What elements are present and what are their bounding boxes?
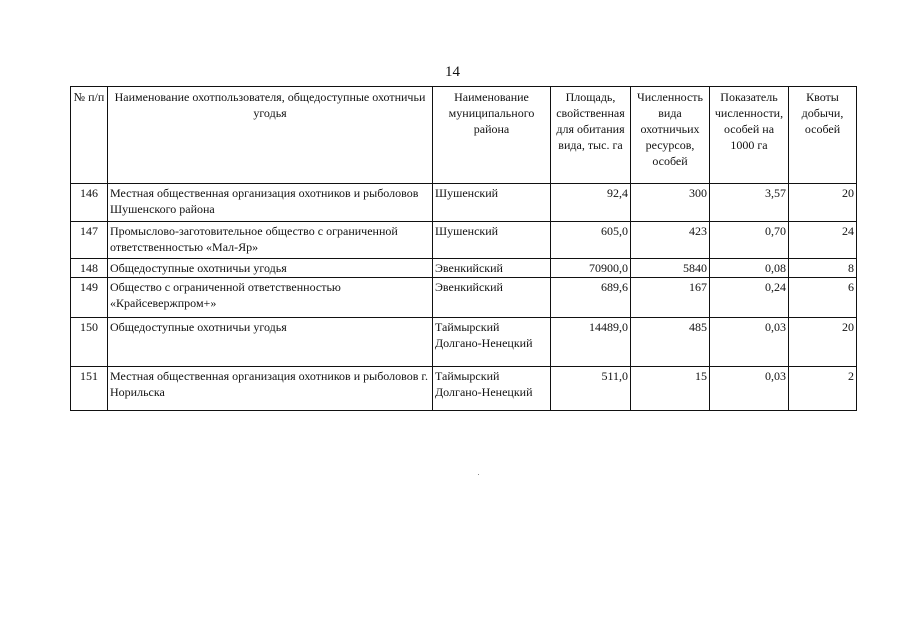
quota-cell: 20 (789, 318, 857, 367)
population-cell: 15 (631, 367, 710, 411)
row-number-cell: 151 (71, 367, 108, 411)
user-name-cell: Местная общественная организация охотников и рыболовов г. Норильска (108, 367, 433, 411)
user-name-cell: Местная общественная организация охотников и рыболовов Шушенского района (108, 184, 433, 222)
user-name-cell: Общество с ограниченной ответственностью «Крайсевержпром+» (108, 278, 433, 318)
area-cell: 511,0 (551, 367, 631, 411)
row-number-cell: 150 (71, 318, 108, 367)
density-cell: 0,08 (710, 259, 789, 278)
page-number: 14 (445, 64, 460, 80)
area-cell: 14489,0 (551, 318, 631, 367)
header-quota: Квоты добычи, особей (789, 87, 857, 184)
quota-cell: 6 (789, 278, 857, 318)
density-cell: 0,24 (710, 278, 789, 318)
header-area: Площадь, свойственная для обитания вида, тыс. га (551, 87, 631, 184)
hunting-quota-table (70, 86, 857, 411)
density-cell: 3,57 (710, 184, 789, 222)
row-number-cell: 146 (71, 184, 108, 222)
table-row (71, 184, 857, 222)
district-cell: Эвенкийский (433, 278, 551, 318)
district-cell: Шушенский (433, 222, 551, 259)
row-number-cell: 149 (71, 278, 108, 318)
table-body (71, 184, 857, 411)
district-cell: Таймырский Долгано-Ненецкий (433, 318, 551, 367)
header-row (71, 87, 857, 184)
header-population: Численность вида охотничьих ресурсов, особей (631, 87, 710, 184)
population-cell: 5840 (631, 259, 710, 278)
row-number-cell: 148 (71, 259, 108, 278)
header-user-name: Наименование охотпользователя, общедоступные охотничьи угодья (108, 87, 433, 184)
population-cell: 167 (631, 278, 710, 318)
density-cell: 0,03 (710, 318, 789, 367)
user-name-cell: Промыслово-заготовительное общество с ограниченной ответственностью «Мал-Яр» (108, 222, 433, 259)
quota-cell: 8 (789, 259, 857, 278)
district-cell: Эвенкийский (433, 259, 551, 278)
district-cell: Таймырский Долгано-Ненецкий (433, 367, 551, 411)
table-row (71, 367, 857, 411)
table-header (71, 87, 857, 184)
area-cell: 92,4 (551, 184, 631, 222)
row-number-cell: 147 (71, 222, 108, 259)
area-cell: 605,0 (551, 222, 631, 259)
population-cell: 300 (631, 184, 710, 222)
table-row (71, 318, 857, 367)
header-density: Показатель численности, особей на 1000 га (710, 87, 789, 184)
density-cell: 0,70 (710, 222, 789, 259)
header-row-number: № п/п (71, 87, 108, 184)
scan-speck (478, 474, 479, 475)
table-row (71, 222, 857, 259)
table-row (71, 259, 857, 278)
quota-cell: 2 (789, 367, 857, 411)
user-name-cell: Общедоступные охотничьи угодья (108, 318, 433, 367)
district-cell: Шушенский (433, 184, 551, 222)
population-cell: 423 (631, 222, 710, 259)
density-cell: 0,03 (710, 367, 789, 411)
header-district: Наименование муниципального района (433, 87, 551, 184)
population-cell: 485 (631, 318, 710, 367)
user-name-cell: Общедоступные охотничьи угодья (108, 259, 433, 278)
area-cell: 689,6 (551, 278, 631, 318)
quota-cell: 24 (789, 222, 857, 259)
area-cell: 70900,0 (551, 259, 631, 278)
table-row (71, 278, 857, 318)
quota-cell: 20 (789, 184, 857, 222)
